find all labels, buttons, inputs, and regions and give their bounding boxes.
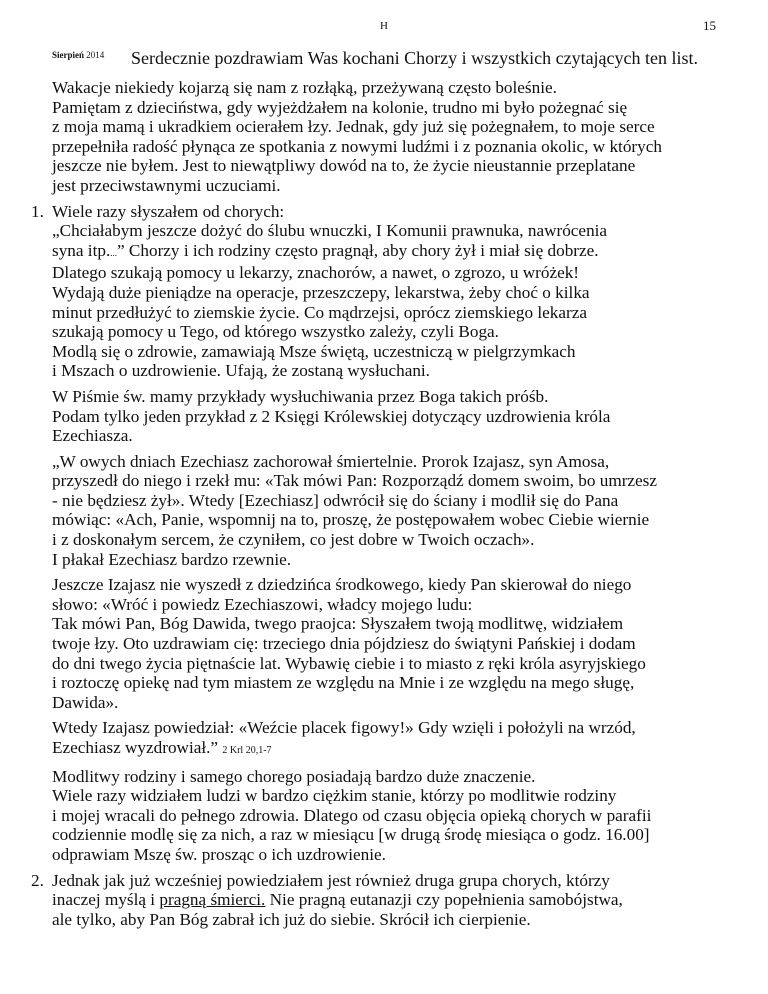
- text-line: mówiąc: «Ach, Panie, wspomnij na to, proszę, że postępowałem wobec Ciebie wiernie: [52, 510, 650, 530]
- list-item-2: [0, 871, 768, 930]
- text-line: - nie będziesz żył». Wtedy [Ezechiasz] odwrócił się do ściany i modlił się do Pana: [52, 490, 619, 510]
- text-fragment: Nie pragną eutanazji czy popełnienia samobójstwa,: [265, 890, 623, 910]
- text-fragment: syna itp.: [52, 240, 111, 260]
- bible-reference: 2 Krl 20,1-7: [222, 745, 272, 756]
- text-line: Modlą się o zdrowie, zamawiają Msze świętą, uczestniczą w pielgrzymkach: [52, 341, 576, 361]
- text-line: i z doskonałym sercem, że czyniłem, co jest dobre w Twoich oczach».: [52, 530, 535, 550]
- list-item-1: [0, 202, 768, 865]
- text-line: Wiele razy widziałem ludzi w bardzo ciężkim stanie, którzy po modlitwie rodziny: [52, 786, 617, 806]
- list-number: 1.: [31, 201, 44, 221]
- text-line: Jeszcze Izajasz nie wyszedł z dziedzińca środkowego, kiedy Pan skierował do niego: [52, 575, 632, 595]
- text-line: [52, 890, 722, 910]
- text-line: z moja mamą i ukradkiem ocierałem łzy. Jednak, gdy już się pożegnałem, to moje serce: [52, 117, 655, 137]
- text-line: W Piśmie św. mamy przykłady wysłuchiwania przez Boga takich próśb.: [52, 386, 549, 406]
- text-line: „W owych dniach Ezechiasz zachorował śmiertelnie. Prorok Izajasz, syn Amosa,: [52, 451, 610, 471]
- text-line: Wiele razy słyszałem od chorych:: [52, 201, 285, 221]
- text-line: twoje łzy. Oto uzdrawiam cię: trzeciego dnia pójdziesz do świątyni Pańskiej i dodam: [52, 634, 636, 654]
- text-line: i mojej wracali do pełnego zdrowia. Dlatego od czasu objęcia opieką chorych w parafii: [52, 805, 652, 825]
- paragraph-scripture-intro: [52, 387, 722, 446]
- text-line: Jednak jak już wcześniej powiedziałem jest również druga grupa chorych, którzy: [52, 870, 610, 890]
- text-line: jeszcze nie byłem. Jest to niewątpliwy dowód na to, że życie nieustannie przeplatane: [52, 156, 636, 176]
- paragraph-prayer: [52, 767, 722, 865]
- text-line: minut przedłużyć to ziemskie życie. Co mądrzejsi, oprócz ziemskiego lekarza: [52, 302, 587, 322]
- text-fragment: inaczej myślą i: [52, 890, 160, 910]
- paragraph-second-group: [52, 871, 722, 930]
- text-line: Wydają duże pieniądze na operacje, przeszczepy, lekarstwa, żeby choć o kilka: [52, 282, 590, 302]
- paragraph-patients-wishes: [52, 202, 722, 381]
- text-line: Tak mówi Pan, Bóg Dawida, twego praojca: Słyszałem twoją modlitwę, widziałem: [52, 614, 624, 634]
- text-line: przyszedł do niego i rzekł mu: «Tak mówi Pan: Rozporządź domem swoim, bo umrzesz: [52, 471, 657, 491]
- text-line: [52, 241, 722, 264]
- text-line: do dni twego życia piętnaście lat. Wybawię ciebie i to miasto z ręki króla asyryjskiego: [52, 653, 646, 673]
- text-line: odprawiam Mszę św. prosząc o ich uzdrowienie.: [52, 844, 386, 864]
- text-line: codziennie modlę się za nich, a raz w miesiącu [w drugą środę miesiąca o godz. 16.00]: [52, 825, 650, 845]
- text-line: Pamiętam z dzieciństwa, gdy wyjeżdżałem na kolonie, trudno mi było pożegnać się: [52, 97, 628, 117]
- text-line: i Mszach o uzdrowienie. Ufają, że zostaną wysłuchani.: [52, 361, 430, 381]
- paragraph-quote-3: [52, 718, 722, 760]
- text-line: jest przeciwstawnymi uczuciami.: [52, 175, 281, 195]
- text-line: [52, 738, 722, 761]
- text-fragment: Ezechiasz wyzdrowiał.”: [52, 738, 219, 757]
- text-line: Wtedy Izajasz powiedział: «Weźcie placek figowy!» Gdy wzięli i położyli na wrzód,: [52, 718, 636, 738]
- text-line: I płakał Ezechiasz bardzo rzewnie.: [52, 549, 292, 569]
- text-line: „Chciałabym jeszcze dożyć do ślubu wnuczki, I Komunii prawnuka, nawrócenia: [52, 221, 608, 241]
- underlined-phrase: pragną śmierci.: [159, 890, 266, 910]
- list-number: 2.: [31, 870, 44, 890]
- letter-body: [0, 78, 768, 935]
- ellipsis: ...: [110, 247, 117, 258]
- text-line: szukają pomocy u Tego, od którego wszystko zależy, czyli Boga.: [52, 322, 499, 342]
- header-mark: H: [380, 20, 388, 32]
- text-fragment: ” Chorzy i ich rodziny często pragnął, aby chory żył i miał się dobrze.: [117, 240, 599, 260]
- greeting-line: Serdecznie pozdrawiam Was kochani Chorzy i wszystkich czytających ten list.: [131, 48, 699, 68]
- paragraph-quote-1: [52, 452, 722, 570]
- date-tag: [52, 50, 104, 60]
- text-line: Podam tylko jeden przykład z 2 Księgi Królewskiej dotyczący uzdrowienia króla: [52, 406, 611, 426]
- text-line: i roztoczę opiekę nad tym miastem ze względu na Mnie i ze względu na mego sługę,: [52, 673, 635, 693]
- date-year: 2014: [86, 50, 105, 60]
- text-line: Dawida».: [52, 692, 119, 712]
- text-line: słowo: «Wróć i powiedz Ezechiaszowi, władcy mojego ludu:: [52, 594, 473, 614]
- text-line: Dlatego szukają pomocy u lekarzy, znachorów, a nawet, o zgrozo, u wróżek!: [52, 263, 580, 283]
- date-month: Sierpień: [52, 50, 85, 60]
- text-line: przepełniła radość płynąca ze spotkania z nowymi ludźmi i z poznania okolic, w których: [52, 136, 662, 156]
- intro-paragraph: [52, 78, 722, 196]
- text-line: Wakacje niekiedy kojarzą się nam z rozłąką, przeżywaną często boleśnie.: [52, 78, 557, 97]
- paragraph-quote-2: [52, 575, 722, 712]
- text-line: Ezechiasza.: [52, 426, 133, 446]
- page-number: 15: [703, 18, 716, 33]
- text-line: Modlitwy rodziny i samego chorego posiadają bardzo duże znaczenie.: [52, 766, 536, 786]
- text-line: ale tylko, aby Pan Bóg zabrał ich już do siebie. Skrócił ich cierpienie.: [52, 909, 531, 929]
